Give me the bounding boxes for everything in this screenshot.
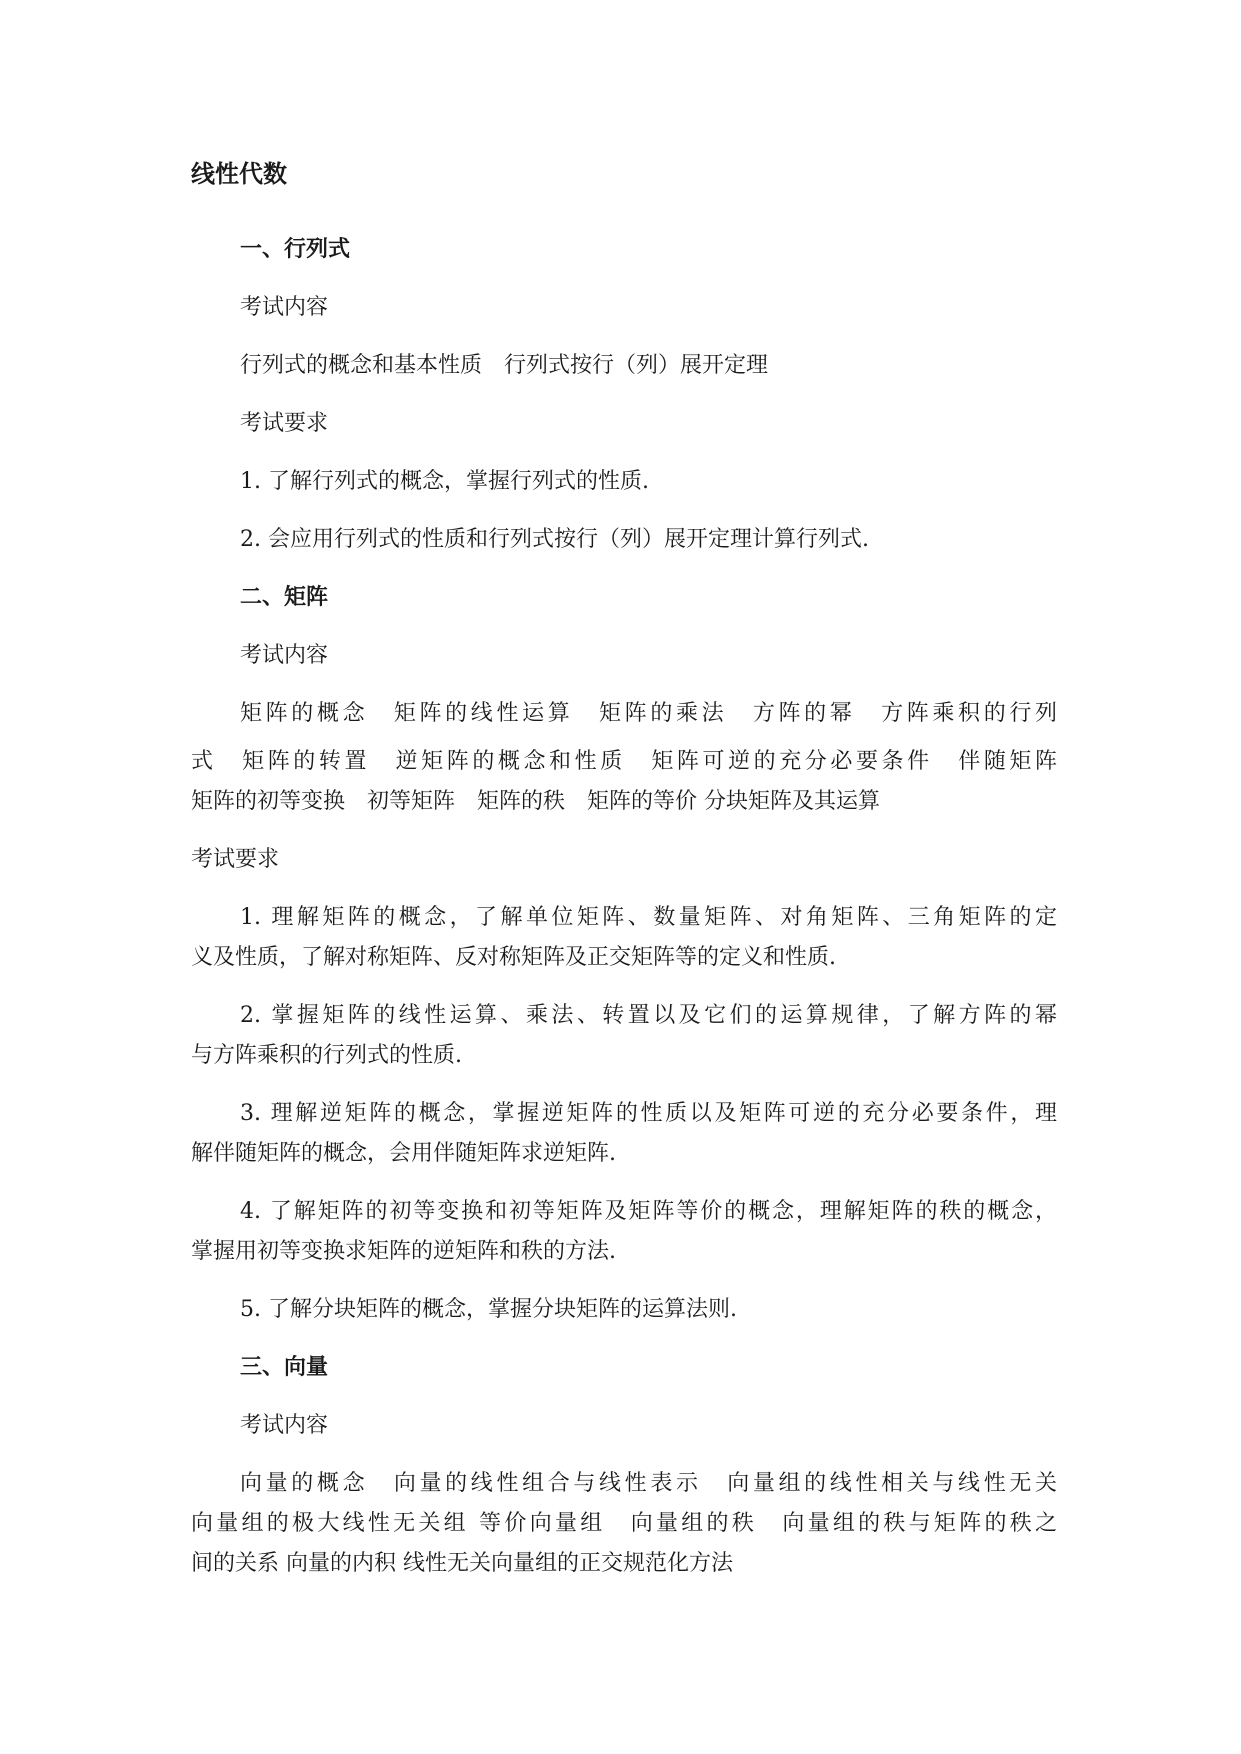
exam-content-label: 考试内容 bbox=[240, 295, 329, 320]
section-heading-vector: 三、向量 bbox=[240, 1355, 329, 1380]
section-heading-determinant: 一、行列式 bbox=[240, 237, 351, 262]
requirement-item: 1. 了解行列式的概念，掌握行列式的性质. bbox=[240, 469, 649, 494]
exam-content-text: 向量的概念 向量的线性组合与线性表示 向量组的线性相关与线性无关 bbox=[240, 1471, 1057, 1496]
exam-requirement-label: 考试要求 bbox=[191, 847, 280, 872]
exam-content-text: 间的关系 向量的内积 线性无关向量组的正交规范化方法 bbox=[191, 1551, 733, 1576]
section-heading-matrix: 二、矩阵 bbox=[240, 585, 329, 610]
exam-content-text: 向量组的极大线性无关组 等价向量组 向量组的秩 向量组的秩与矩阵的秩之 bbox=[191, 1511, 1057, 1536]
exam-content-text: 矩阵的概念 矩阵的线性运算 矩阵的乘法 方阵的幂 方阵乘积的行列 bbox=[240, 701, 1057, 726]
requirement-item: 解伴随矩阵的概念，会用伴随矩阵求逆矩阵. bbox=[191, 1141, 616, 1166]
exam-content-label: 考试内容 bbox=[240, 1413, 329, 1438]
requirement-item: 与方阵乘积的行列式的性质. bbox=[191, 1043, 462, 1068]
requirement-item: 5. 了解分块矩阵的概念，掌握分块矩阵的运算法则. bbox=[240, 1297, 737, 1322]
requirement-item: 掌握用初等变换求矩阵的逆矩阵和秩的方法. bbox=[191, 1239, 616, 1264]
exam-content-label: 考试内容 bbox=[240, 643, 329, 668]
requirement-item: 义及性质，了解对称矩阵、反对称矩阵及正交矩阵等的定义和性质. bbox=[191, 945, 836, 970]
requirement-item: 2. 会应用行列式的性质和行列式按行（列）展开定理计算行列式. bbox=[240, 527, 869, 552]
requirement-item: 3. 理解逆矩阵的概念，掌握逆矩阵的性质以及矩阵可逆的充分必要条件，理 bbox=[240, 1101, 1057, 1126]
exam-requirement-label: 考试要求 bbox=[240, 411, 329, 436]
document-title: 线性代数 bbox=[191, 160, 287, 188]
requirement-item: 1. 理解矩阵的概念，了解单位矩阵、数量矩阵、对角矩阵、三角矩阵的定 bbox=[240, 905, 1057, 930]
exam-content-text: 式 矩阵的转置 逆矩阵的概念和性质 矩阵可逆的充分必要条件 伴随矩阵 bbox=[191, 749, 1057, 774]
requirement-item: 4. 了解矩阵的初等变换和初等矩阵及矩阵等价的概念，理解矩阵的秩的概念， bbox=[240, 1199, 1057, 1224]
exam-content-text: 矩阵的初等变换 初等矩阵 矩阵的秩 矩阵的等价 分块矩阵及其运算 bbox=[191, 789, 880, 814]
requirement-item: 2. 掌握矩阵的线性运算、乘法、转置以及它们的运算规律，了解方阵的幂 bbox=[240, 1003, 1057, 1028]
exam-content-text: 行列式的概念和基本性质 行列式按行（列）展开定理 bbox=[240, 353, 769, 378]
